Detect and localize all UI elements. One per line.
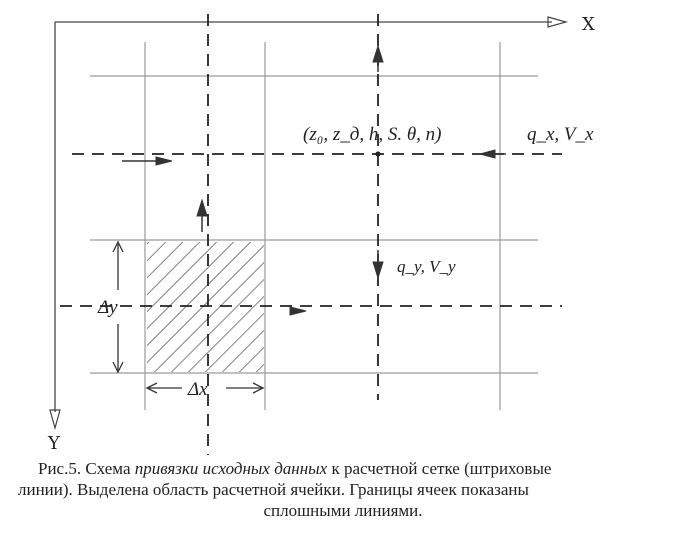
flow-arrow-cell-up-head <box>197 200 207 216</box>
grid-node <box>375 151 380 156</box>
flow-arrow-left-head <box>156 157 172 165</box>
flow-arrow-down-head <box>373 262 383 278</box>
computational-cell <box>147 242 264 372</box>
flow-arrow-top-head <box>373 46 383 62</box>
flow-y-label: q_y, V_y <box>397 257 456 276</box>
caption-prefix: Рис.5. Схема <box>38 459 135 478</box>
y-axis-arrowhead <box>50 410 60 428</box>
y-axis-label: Y <box>48 433 60 454</box>
delta-x-label: Δx <box>188 379 208 400</box>
caption-line-1 <box>18 458 668 479</box>
caption-italic: привязки исходных данных <box>134 459 328 478</box>
coordinate-axes <box>47 14 595 454</box>
caption-line-2: линии). Выделена область расчетной ячейки. Границы ячеек показаны <box>18 480 529 499</box>
flow-arrow-cell-right-head <box>290 307 306 315</box>
caption-suffix: к расчетной сетке (штриховые <box>327 459 552 478</box>
flow-arrow-right-head <box>480 150 495 158</box>
caption-line-3: сплошными линиями. <box>263 501 423 520</box>
figure-caption <box>18 458 668 521</box>
delta-y-label: Δy <box>98 297 118 318</box>
cell-parameters-label: (z₀, z_д, h, S. θ, n) <box>303 124 442 145</box>
flow-x-label: q_x, V_x <box>527 124 594 145</box>
x-axis-label: X <box>582 14 595 35</box>
computational-grid-lines <box>60 14 562 455</box>
